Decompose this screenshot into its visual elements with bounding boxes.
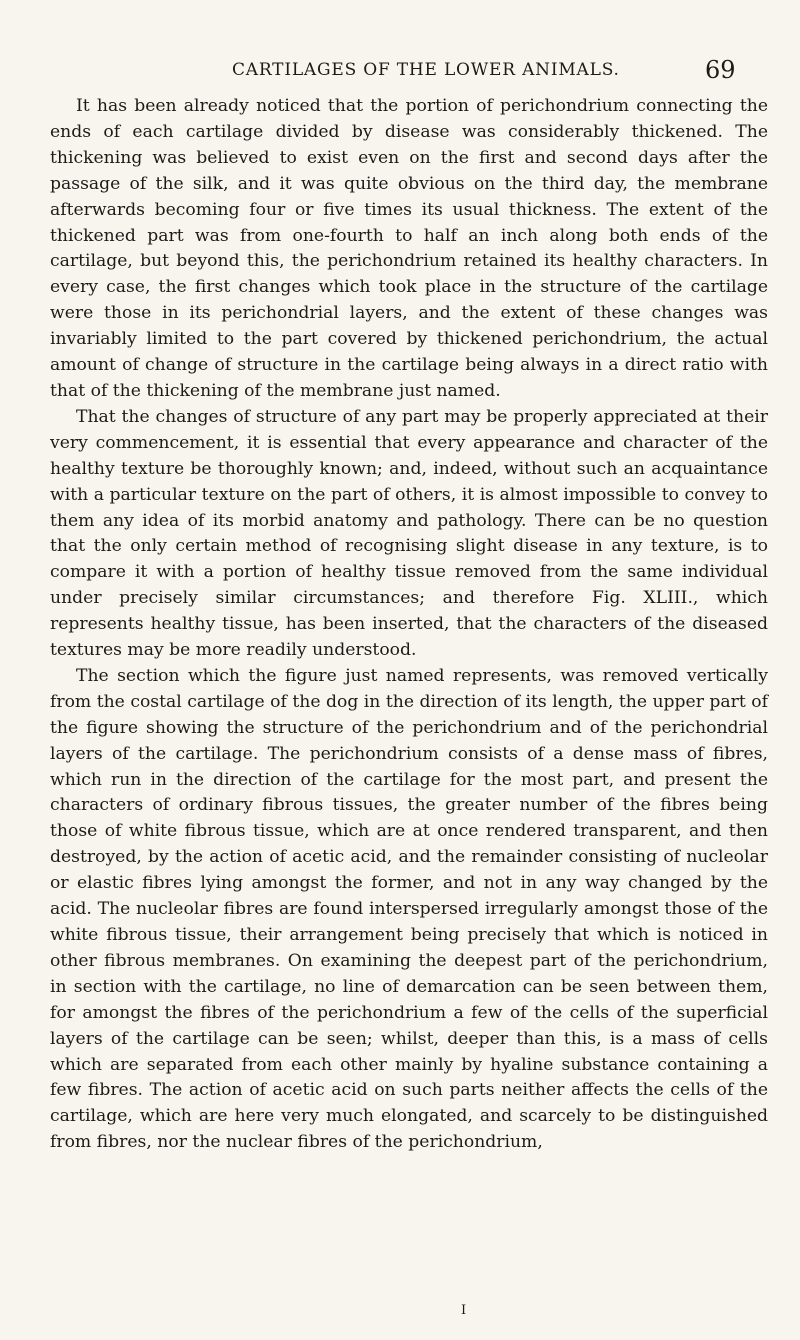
- signature-mark: I: [461, 1303, 467, 1318]
- paragraph-3: The section which the figure just named represents, was removed vertically from the costal cartilage of the dog in the direction of its length, the upper part of the figure showing the structure of the perichondrium and of the perichondrial layers of the cartilage. The perichondrium consists of a dense mass of fibres, which run in the direction of the cartilage for the most part, and present the characters of ordinary fibrous tissues, the greater number of the fibres being those of white fibrous tissue, which are at once rendered transparent, and then destroyed, by the action of acetic acid, and the remainder consisting of nucleolar or elastic fibres lying amongst the former, and not in any way changed by the acid. The nucleolar fibres are found interspersed irregularly amongst those of the white fibrous tissue, their arrangement being precisely that which is noticed in other fibrous membranes. On examining the deepest part of the perichondrium, in section with the cartilage, no line of demarcation can be seen between them, for amongst the fibres of the perichondrium a few of the cells of the superficial layers of the cartilage can be seen; whilst, deeper than this, is a mass of cells which are separated from each other mainly by hyaline substance containing a few fibres. The action of acetic acid on such parts neither affects the cells of the cartilage, which are here very much elongated, and scarcely to be distinguished from fibres, nor the nuclear fibres of the perichondrium,: [50, 665, 768, 1153]
- paragraph-2: That the changes of structure of any part may be properly appreciated at their very commencement, it is essential that every appearance and character of the healthy texture be thoroughly known; and, indeed, without such an acquaintance with a particular texture on the part of others, it is almost impossible to convey to them any idea of its morbid anatomy and pathology. There can be no question that the only certain method of recognising slight disease in any texture, is to compare it with a portion of healthy tissue removed from the same individual under precisely similar circumstances; and therefore Fig. XLIII., which represents healthy tissue, has been inserted, that the characters of the diseased textures may be more readily understood.: [50, 406, 768, 661]
- paragraph-1: It has been already noticed that the portion of perichondrium connecting the ends of each cartilage divided by disease was considerably thickened. The thickening was believed to exist even on the first and second days after the passage of the silk, and it was quite obvious on the third day, the membrane afterwards becoming four or five times its usual thickness. The extent of the thickened part was from one-fourth to half an inch along both ends of the cartilage, but beyond this, the perichondrium retained its healthy characters. In every case, the first changes which took place in the structure of the cartilage were those in its perichondrial layers, and the extent of these changes was invariably limited to the part covered by thickened perichondrium, the actual amount of change of structure in the cartilage being always in a direct ratio with that of the thickening of the membrane just named.: [50, 96, 768, 401]
- body-text: [50, 94, 768, 1156]
- page-header: [0, 56, 800, 90]
- running-title: CARTILAGES OF THE LOWER ANIMALS.: [232, 60, 620, 80]
- page-number: 69: [705, 56, 736, 84]
